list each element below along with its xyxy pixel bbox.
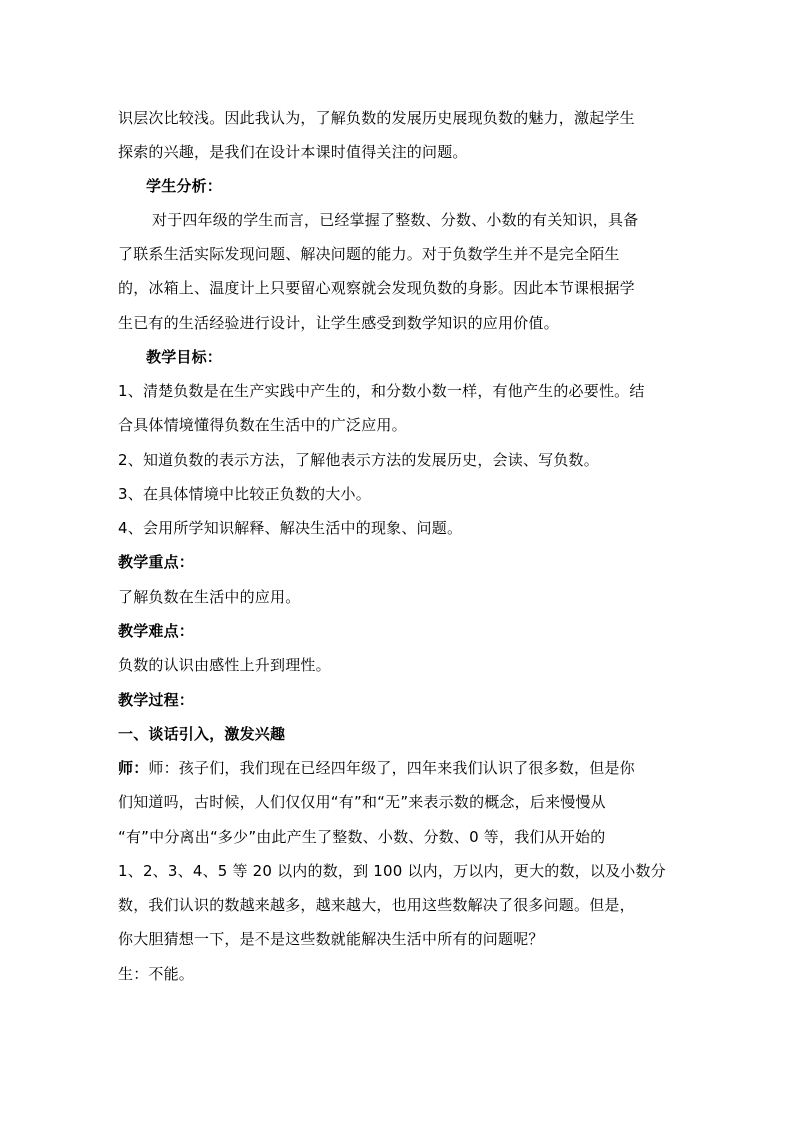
section-heading: 教学重点： bbox=[118, 553, 195, 571]
paragraph-line: 了解负数在生活中的应用。 bbox=[118, 588, 301, 606]
paragraph-line: 生已有的生活经验进行设计，让学生感受到数学知识的应用价值。 bbox=[118, 314, 559, 332]
paragraph-line: 数，我们认识的数越来越多，越来越大，也用这些数解决了很多问题。但是， bbox=[118, 896, 635, 914]
paragraph-line: “有”中分离出“多少”由此产生了整数、小数、分数、0 等，我们从开始的 bbox=[118, 828, 606, 846]
paragraph-line: 你大胆猜想一下，是不是这些数就能解决生活中所有的问题呢？ bbox=[118, 930, 544, 948]
paragraph-line: 1、清楚负数是在生产实践中产生的，和分数小数一样，有他产生的必要性。结 bbox=[118, 382, 645, 400]
paragraph-line: 4、会用所学知识解释、解决生活中的现象、问题。 bbox=[118, 519, 463, 537]
paragraph-line: 2、知道负数的表示方法，了解他表示方法的发展历史，会读、写负数。 bbox=[118, 451, 599, 469]
section-heading: 学生分析： bbox=[146, 177, 223, 195]
section-heading: 一、谈话引入，激发兴趣 bbox=[118, 725, 286, 743]
section-heading: 教学目标： bbox=[146, 348, 223, 366]
paragraph-line: 们知道吗，古时候，人们仅仅用“有”和“无”来表示数的概念，后来慢慢从 bbox=[118, 793, 606, 811]
paragraph-line: 3、在具体情境中比较正负数的大小。 bbox=[118, 485, 371, 503]
paragraph-line: 负数的认识由感性上升到理性。 bbox=[118, 656, 331, 674]
paragraph-line: 生：不能。 bbox=[118, 965, 195, 983]
paragraph-line: 了联系生活实际发现问题、解决问题的能力。对于负数学生并不是完全陌生 bbox=[118, 245, 620, 263]
paragraph-line bbox=[118, 758, 635, 778]
paragraph-line: 识层次比较浅。因此我认为，了解负数的发展历史展现负数的魅力，激起学生 bbox=[118, 109, 635, 127]
speaker-label: 师： bbox=[118, 759, 149, 777]
paragraph-line: 的，冰箱上、温度计上只要留心观察就会发现负数的身影。因此本节课根据学 bbox=[118, 279, 635, 297]
paragraph-line: 对于四年级的学生而言，已经掌握了整数、分数、小数的有关知识，具备 bbox=[152, 211, 639, 229]
section-heading: 教学过程： bbox=[118, 691, 195, 709]
paragraph-line: 1、2、3、4、5 等 20 以内的数，到 100 以内，万以内，更大的数，以及小数分 bbox=[118, 862, 666, 880]
section-heading: 教学难点： bbox=[118, 622, 195, 640]
paragraph-line: 合具体情境懂得负数在生活中的广泛应用。 bbox=[118, 416, 407, 434]
speaker-text: 师：孩子们，我们现在已经四年级了，四年来我们认识了很多数，但是你 bbox=[148, 759, 635, 777]
paragraph-line: 探索的兴趣，是我们在设计本课时值得关注的问题。 bbox=[118, 143, 468, 161]
